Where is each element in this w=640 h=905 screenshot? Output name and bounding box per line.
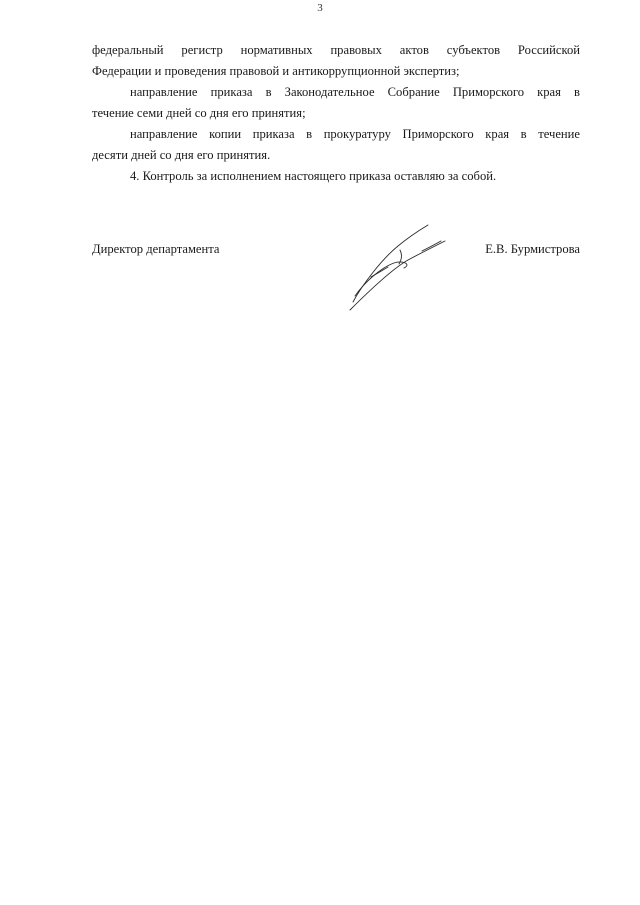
document-body <box>92 40 580 187</box>
paragraph-line: федеральный регистр нормативных правовых актов субъектов Российской <box>92 43 580 57</box>
signer-name: Е.В. Бурмистрова <box>485 242 580 256</box>
paragraph-line: Федерации и проведения правовой и антикоррупционной экспертиз; <box>92 64 460 78</box>
paragraph-line: десяти дней со дня его принятия. <box>92 148 271 162</box>
paragraph-line: направление копии приказа в прокуратуру Приморского края в течение <box>130 127 580 141</box>
signer-position: Директор департамента <box>92 242 220 256</box>
paragraph-line: 4. Контроль за исполнением настоящего приказа оставляю за собой. <box>130 169 497 183</box>
page-number: 3 <box>317 2 323 14</box>
signature-block <box>92 242 580 266</box>
paragraph-line: направление приказа в Законодательное Собрание Приморского края в <box>130 85 580 99</box>
paragraph-line: течение семи дней со дня его принятия; <box>92 106 306 120</box>
handwritten-signature <box>340 222 455 314</box>
